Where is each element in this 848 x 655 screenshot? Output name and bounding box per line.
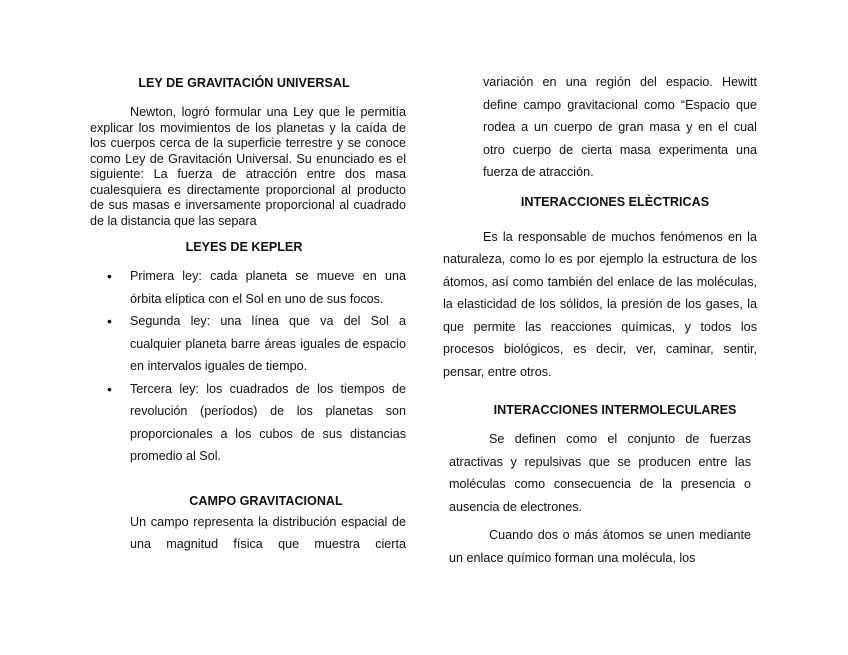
kepler-laws-list: [90, 265, 406, 468]
right-column: [443, 74, 757, 569]
bullet-icon: •: [107, 380, 112, 397]
molecule-paragraph: Cuando dos o más átomos se unen mediante un enlace químico forman una molécula, los: [449, 528, 751, 565]
gravitation-paragraph: Newton, logró formular una Ley que le permitía explicar los movimientos de los planetas y la caída de los cuerpos cerca de la superficie terrestre y se conoce como Ley de Gravitación Universal. Su enunciado es el siguiente: La fuerza de atracción entre dos masa cualesquiera es directamente proporcional al producto de sus masas e inversamente proporcional al cuadrado de la distancia que las separa: [90, 105, 406, 228]
bullet-icon: •: [107, 313, 112, 329]
electric-paragraph: Es la responsable de muchos fenómenos en la naturaleza, como lo es por ejemplo la estructura de los átomos, así como también del enlace de las moléculas, la elasticidad de los sólidos, la presión de los gases, la que permite las reacciones químicas, y todos los procesos biológicos, es decir, ver, caminar, sentir, pensar, entre otros.: [443, 229, 757, 379]
heading-field: CAMPO GRAVITACIONAL: [189, 493, 343, 508]
field-continuation-paragraph: variación en una región del espacio. Hewitt define campo gravitacional como “Espacio que rodea a un cuerpo de gran masa y en el cual otro cuerpo de cierta masa experimenta una fuerza de atracción.: [483, 75, 757, 179]
left-column: [90, 74, 406, 556]
kepler-law-second: Segunda ley: una línea que va del Sol a cualquier planeta barre áreas iguales de espacio en intervalos iguales de tiempo.: [130, 314, 406, 373]
kepler-law-third: Tercera ley: los cuadrados de los tiempos de revolución (períodos) de los planetas son proporcionales a los cubos de sus distancias promedio al Sol.: [130, 381, 406, 463]
heading-kepler: LEYES DE KEPLER: [185, 240, 303, 254]
heading-electric: INTERACCIONES ELÈCTRICAS: [520, 194, 710, 209]
bullet-icon: •: [107, 268, 112, 284]
heading-intermolecular: INTERACCIONES INTERMOLECULARES: [493, 403, 737, 417]
intermolecular-paragraph: Se definen como el conjunto de fuerzas atractivas y repulsivas que se producen entre las moléculas como consecuencia de la presencia o ausencia de electrones.: [449, 432, 751, 514]
heading-gravitation: LEY DE GRAVITACIÓN UNIVERSAL: [138, 76, 350, 90]
list-item: [90, 378, 406, 468]
list-item: [90, 265, 406, 310]
list-item: [90, 310, 406, 378]
kepler-law-first: Primera ley: cada planeta se mueve en una órbita elíptica con el Sol en uno de sus focos.: [130, 269, 406, 306]
field-paragraph: Un campo representa la distribución espacial de una magnitud física que muestra cierta: [130, 514, 406, 551]
